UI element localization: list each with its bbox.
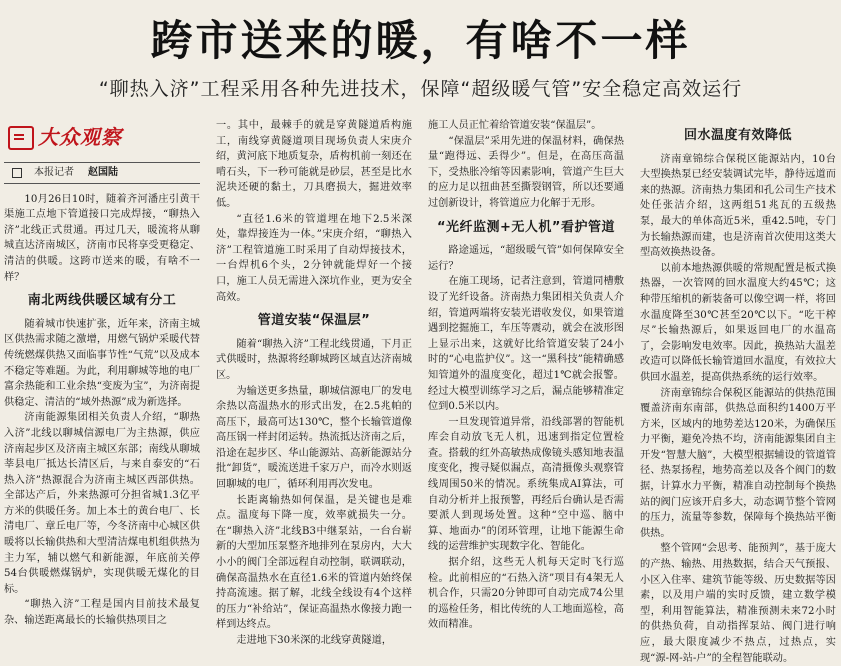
paragraph: 整个管网“会思考、能预判”，基于庞大的产热、输热、用热数据，结合天气预报、小区入住率、建筑节能等级、历史数据等因素，以及用户端的实时反馈，建立数学模型，利用智能算法，精准预测未来72小时的供热负荷，自动指挥泵站、阀门进行响应，最大限度减少不热点，过热点，实现“源-网-站-户”的全程智能联动。 [640,543,836,664]
section-heading: 回水温度有效降低 [683,128,792,143]
paragraph: 济南章锦综合保税区能源站的供热范围覆盖济南东南部，供热总面积约1400万平方米，区域内的地势差达120米，为确保压力平衡，避免冷热不均，济南能源集团自主开发“智慧大脑”，大模型根据辅设的管道管径、热泵扬程，地势高差以及各个阀门的数据，计算水力平衡，精准自动控制每个换热站的阀门应该开启多大，动态调节整个管网的压力，流量等参数，保障每个换热站平衡供热。 [640,387,836,539]
paragraph: 济南能源集团相关负责人介绍，“聊热入济”北线以聊城信源电厂为主热源，供应济南起步区及济南主城区东部；南线从聊城莘县电厂抵达长清区后，与来自泰安的“石热入济”热源混合为济南主城区西部供热。全部达产后，外来热源可分担省城1.3亿平方米的供暖任务。加上本土的黄台电厂、长清电厂、章丘电厂等，今冬济南中心城区供暖将以长输供热和大型清洁煤电机组供热为主力军，辅以燃气和新能源，年底前关停54台供暖燃煤锅炉，实现供暖无煤化的目标。 [4,412,200,595]
subheadline: “聊热入济”工程采用各种先进技术，保障“超级暖气管”安全稳定高效运行 [98,78,743,100]
paragraph: 一。其中，最棘手的就是穿黄隧道盾构施工，南线穿黄隧道项目现场负责人宋庚介绍，黄河底下地质复杂，盾构机前一刻还在啃石头，下一秒可能就是砂层，甚至是比水泥块还硬的黏土，刀具磨损大，掘进效率低。 [216,120,412,209]
section-heading: 管道安装“保温层” [257,313,371,329]
byline [4,162,200,184]
section-heading: 南北两线供暖区域有分工 [27,293,177,309]
paragraph: 为输送更多热量，聊城信源电厂的发电余热以高温热水的形式出发，在2.5兆帕的高压下，最高可达130℃，整个长输管道像高压锅一样封闭运转。热流抵达济南之后，沿途在起步区、华山能源站、高新能源站分批“卸货”，暖流送进千家万户，而冷水则返回聊城的电厂，循环利用再次发电。 [216,385,412,491]
article-column-3 [428,118,624,631]
byline-label: 本报记者 [34,167,74,178]
paragraph: “保温层”采用先进的保温材料，确保热量“跑得远、丢得少”。但是，在高压高温下，受热胀冷缩等因素影响，管道产生巨大的应力足以扭曲甚至撕裂钢管，所以还要通过创新设计，将管道应力化解于无形。 [428,135,624,209]
paragraph: 随着城市快速扩张，近年来，济南主城区供热需求随之激增，用燃气锅炉采暖代替传统燃煤供热又面临事节性“气荒”以及成本不稳定等难题。为此，利用聊城等地的电厂富余热能和工业余热“变废为宝”，为济南提供稳定、清洁的“域外热源”成为新选择。 [4,318,200,408]
article-column-4 [640,118,836,664]
newspaper-icon [8,126,34,150]
paragraph: “直径1.6米的管道埋在地下2.5米深处，靠焊接连为一体。”宋庚介绍，“聊热入济”工程管道施工时采用了自动焊接技术，一台焊机6个头，2分钟就能焊好一个接口，施工人员无需进入深坑作业，更为安全高效。 [216,213,412,303]
section-heading: “光纤监测+无人机”看护管道 [437,219,615,235]
headline: 跨市送来的暖，有啥不一样 [150,16,691,65]
paragraph: 10月26日10时，随着齐河潘庄引黄干渠施工点地下管道接口完成焊接，“聊热入济”北线正式贯通。再过几天，暖流将从聊城直达济南城区，济南市民将享受更稳定、清洁的供暖。这跨市送来的暖，有啥不一样？ [4,193,200,283]
paragraph: 据介绍，这些无人机每天定时飞行巡检。此前相应的“石热入济”项目有4架无人机合作，只需20分钟即可自动完成74公里的巡检任务，相比传统的人工地面巡检，高效而精准。 [428,557,624,631]
article-column-2 [216,118,412,646]
brand-logo [4,118,200,158]
article-column-1 [4,118,200,627]
paragraph: 随着“聊热入济”工程北线贯通，下月正式供暖时，热源将经聊城跨区域直达济南城区。 [216,338,412,381]
byline-name: 赵国陆 [88,167,118,178]
paragraph: “聊热入济”工程是国内目前技术最复杂、输送距离最长的长输供热项目之 [4,599,200,627]
square-bullet-icon [12,168,22,178]
paragraph: 济南章锦综合保税区能源站内，10台大型换热泵已经安装调试完毕，静待远道而来的热源。济南热力集团和孔公司生产技术处任张洁介绍，这两组51兆瓦的五级热泵，最大的单体高近5米，重42.5吨，专门为长输热源而建，也是济南首次使用这类大型高效换热设备。 [640,153,836,259]
paragraph: 走进地下30米深的北线穿黄隧道， [236,635,392,646]
paragraph: 路途遥远，“超级暖气管”如何保障安全运行？ [428,245,624,272]
paragraph: 一旦发现管道异常，沿线部署的智能机库会自动放飞无人机，迅速到指定位置检查。搭载的红外高敏热成像镜头感知地表温度变化，搜寻疑似漏点，高清摄像头观察管线周围50米的情况。系统集成AI算法，可自动分析并上报预警，再经后台确认是否需要派人到现场处置。这种“空中巡、脑中算、地面办”的闭环管理，让地下能源生命线的运营维护实现数字化、智能化。 [428,416,624,553]
paragraph: 以前本地热源供暖的常规配置是板式换热器，一次管网的回水温度大约45℃；这种带压缩机的新装备可以像空调一样，将回水温度降至30℃甚至20℃以下。“吃干榨尽”长输热源后，如果返回电厂的水温高了，会影响发电效率。因此，换热站大温差改造可以降低长输管道回水温度，有效拉大供回水温差，提高供热系统的运行效率。 [640,262,836,383]
paragraph: 长距离输热如何保温，是关键也是难点。温度每下降一度，效率就损失一分。在“聊热入济”北线B3中继泵站，一台台崭新的大型加压泵整齐地排列在泵房内，大大小小的阀门全部远程自动控制，联调联动，确保高温热水在直径1.6米的管道内始终保持高流速。据了解，北线全线设有4个这样的压力“补给站”，保证高温热水像接力跑一样到达终点。 [216,494,412,631]
brand-title: 大众观察 [38,125,122,150]
paragraph: 在施工现场，记者注意到，管道同槽敷设了光纤设备。济南热力集团相关负责人介绍，管道两端将安装光谱收发仪，如果管道遇到挖掘施工，车压等震动，就会在波形图上显示出来，这就好比给管道安装了24小时的“心电监护仪”。这一“黑科技”能精确感知管道外的温度变化，超过1℃就会报警。经过大模型训练学习之后，漏点能够精准定位到0.5米以内。 [428,276,624,413]
paragraph: 施工人员正忙着给管道安装“保温层”。 [428,120,602,131]
